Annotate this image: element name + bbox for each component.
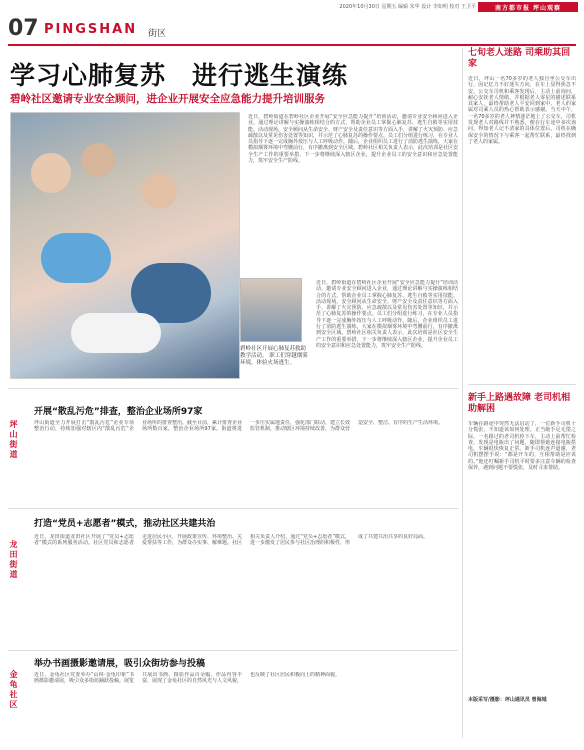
article3-body: 近日，金龟社区党委举办“山林·金龟印象”书画摄影邀请展，吸引众多街坊踊跃投稿。展览共展出书画、摄影作品百余幅，作品内容丰富，展现了金龟社区的自然风光与人文风貌，也反映了社区居民积极向上的精神面貌。 xyxy=(34,672,341,685)
article2-title: 打造“党员+志愿者”模式，推动社区共建共治 xyxy=(34,519,216,529)
page-number: 07 xyxy=(8,16,39,41)
story1-title: 七旬老人迷路 司乘助其回家 xyxy=(468,48,571,69)
right-column xyxy=(468,48,576,703)
main-article-body-continued: 近日，碧岭街道在碧岭社区企业开展“安全应急能力提升”培训活动，邀请专业安全顾问进入企业，通过理论讲解与实操演练相结合的方式，帮助企业员工掌握心肺复苏、逃生自救等实用技能。活动现场，安全顾问从生命安全、财产安全及责任意识等方面入手，讲解了火灾预防、应急疏散以及常见伤害处置等知识，并示范了心肺复苏的操作要点。员工们分组进行练习，在专业人员指导下逐一完成胸外按压与人工呼吸动作。随后，企业组织员工进行了消防逃生演练，大家在模拟烟雾环境中弯腰前行，有序撤离到安全区域。碧岭社区相关负责人表示，此次培训是社区安全生产工作的重要举措，下一步将继续深入辖区企业，提升企业员工的安全意识和应急处置能力，筑牢安全生产防线。 xyxy=(316,280,458,349)
section-subtitle: 街区 xyxy=(148,29,167,39)
header-divider xyxy=(8,44,576,46)
article1-body: 坪山街道全力开展打击“散乱污危”企业专项整治行动，持续加强对辖区内“散乱污危”企业场所的排查整治。截至目前，累计排查企业场所数百家，整治企业场所97家。街道将进一步压实属地责任，强化部门联动，建立长效监管机制，推动辖区环境持续改善，为群众营造安全、整洁、有序的生产生活环境。 xyxy=(34,420,444,433)
article2-tag: 龙田街道 xyxy=(9,540,18,580)
main-headline: 学习心肺复苏 进行逃生演练 xyxy=(10,61,349,90)
article2-body: 近日，龙田街道龙田社区开展了“党员+志愿者”模式的系列服务活动。社区党员和志愿者走进居民小区，开展政策宣传、环境整治、关爱帮扶等工作，为群众办实事、解难题。社区相关负责人介绍，通过“党员+志愿者”模式，进一步激发了居民参与社区治理的积极性，形成了共建共治共享的良好局面。 xyxy=(34,534,429,547)
main-subheadline: 碧岭社区邀请专业安全顾问，进企业开展安全应急能力提升培训服务 xyxy=(10,93,325,105)
article1-title: 开展“散乱污危”排查，整治企业场所97家 xyxy=(34,407,203,417)
divider-2 xyxy=(8,508,458,509)
article3-title: 举办书画摄影邀请展，吸引众街坊参与投稿 xyxy=(34,659,206,669)
article3-tag: 金龟社区 xyxy=(9,670,18,710)
newspaper-logo: 南方都市报 坪山观察 xyxy=(478,2,578,12)
inset-photo xyxy=(240,278,302,342)
issue-meta: 2020年10月30日 星期五 编辑 朱华 设计 李如明 校对 王卫平 xyxy=(339,4,476,10)
credit: 本版采写/摄影：坪山通讯员 曾海城 xyxy=(468,697,547,703)
divider-1 xyxy=(8,388,458,389)
page-header xyxy=(0,0,584,14)
story2-body: 车辆在路途中突然无法启动了，一位新手司机十分慌张，不知道该如何处理。正当她手足无措之际，一名路过的老司机停下车，主动上前帮忙检查，发现是电瓶出了问题，随即帮她连接电瓶搭电，车辆很快恢复正常。新手司机连声道谢，老司机摆摆手说：“都是开车的，互相帮助是应该的。”他还叮嘱新手司机平时要多注意车辆的检查保养，遇到问题不要慌张，及时寻求帮助。 xyxy=(468,421,576,472)
story1-body: 近日，坪山一名70多岁的老人独自坐公交车出行，因记忆力不好迷失方向，在车上显得焦急不安。公交车司机和乘客发现后，主动上前询问，耐心安抚老人情绪，并根据老人零星的描述联系其家人，最终帮助老人平安回到家中。老人的家属对司乘人员的热心帮助表示感谢。当天中午，一名70多岁的老人神情迷茫地上了公交车，司机发现老人对路线并不熟悉，便在行车途中多次询问，得知老人记不清家的具体位置后，司机在确保安全的情况下与乘客一起帮忙联系，最终找到了老人的家属。 xyxy=(468,76,576,145)
divider-3 xyxy=(8,650,458,651)
main-photo xyxy=(10,112,240,379)
story2-title: 新手上路遇故障 老司机相助解困 xyxy=(468,393,571,414)
photo-caption: 碧岭社区开展心肺复苏救助教学活动。 职工们穿越烟雾环境，体验火场逃生。 xyxy=(240,346,308,366)
section-name: PINGSHAN xyxy=(44,22,138,37)
column-divider xyxy=(462,48,463,738)
main-article-body: 近日，碧岭街道在碧岭社区企业开展“安全应急能力提升”培训活动，邀请专业安全顾问进入企业，通过理论讲解与实操演练相结合的方式，帮助企业员工掌握心肺复苏、逃生自救等实用技能。活动现场，安全顾问从生命安全、财产安全及责任意识等方面入手，讲解了火灾预防、应急疏散以及常见伤害处置等知识，并示范了心肺复苏的操作要点。员工们分组进行练习，在专业人员指导下逐一完成胸外按压与人工呼吸动作。随后，企业组织员工进行了消防逃生演练，大家在模拟烟雾环境中弯腰前行，有序撤离到安全区域。碧岭社区相关负责人表示，此次培训是社区安全生产工作的重要举措，下一步将继续深入辖区企业，提升企业员工的安全意识和应急处置能力，筑牢安全生产防线。 xyxy=(248,114,458,165)
article1-tag: 坪山街道 xyxy=(9,420,18,460)
